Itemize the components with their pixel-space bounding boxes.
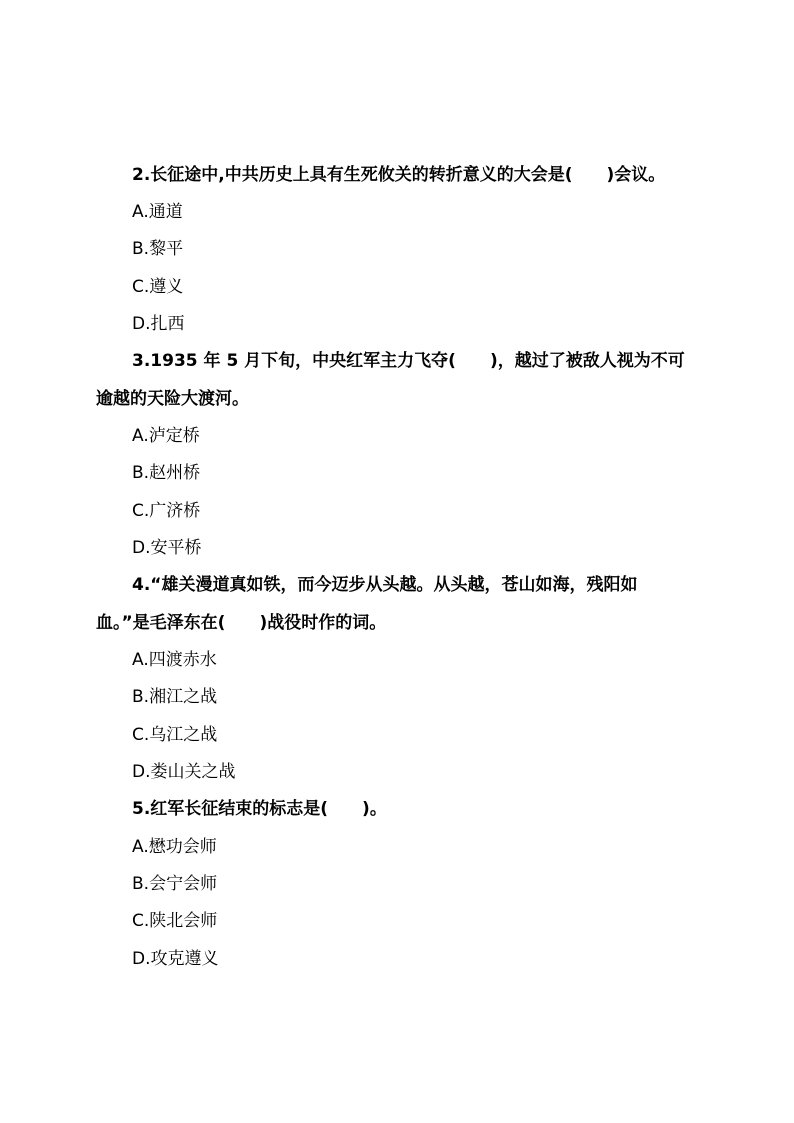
question-3-option-b: B.赵州桥 bbox=[132, 463, 201, 483]
question-3-stem-line-2: 逾越的天险大渡河。 bbox=[96, 389, 249, 409]
question-5-option-d: D.攻克遵义 bbox=[132, 949, 219, 969]
question-4-option-a: A.四渡赤水 bbox=[132, 650, 217, 670]
question-5-stem: 5.红军长征结束的标志是( )。 bbox=[132, 799, 387, 819]
question-3-option-d: D.安平桥 bbox=[132, 538, 202, 558]
question-5-option-b: B.会宁会师 bbox=[132, 874, 218, 894]
question-2-option-a: A.通道 bbox=[132, 202, 183, 222]
question-5-option-a: A.懋功会师 bbox=[132, 837, 217, 857]
question-3-option-a: A.泸定桥 bbox=[132, 426, 200, 446]
question-2-option-d: D.扎西 bbox=[132, 314, 185, 334]
question-4-option-b: B.湘江之战 bbox=[132, 687, 218, 707]
question-4-stem-line-1: 4.“雄关漫道真如铁，而今迈步从头越。从头越，苍山如海，残阳如 bbox=[132, 575, 638, 595]
question-3-option-c: C.广济桥 bbox=[132, 501, 201, 521]
question-3-stem-line-1: 3.1935 年 5 月下旬，中央红军主力飞夺( )，越过了被敌人视为不可 bbox=[132, 351, 685, 371]
question-4-stem-line-2: 血。”是毛泽东在( )战役时作的词。 bbox=[96, 613, 387, 633]
question-2-option-b: B.黎平 bbox=[132, 239, 184, 259]
question-2-option-c: C.遵义 bbox=[132, 277, 184, 297]
question-4-option-c: C.乌江之战 bbox=[132, 725, 218, 745]
question-2-stem: 2.长征途中,中共历史上具有生死攸关的转折意义的大会是( )会议。 bbox=[132, 165, 666, 185]
question-4-option-d: D.娄山关之战 bbox=[132, 762, 236, 782]
question-5-option-c: C.陕北会师 bbox=[132, 911, 218, 931]
